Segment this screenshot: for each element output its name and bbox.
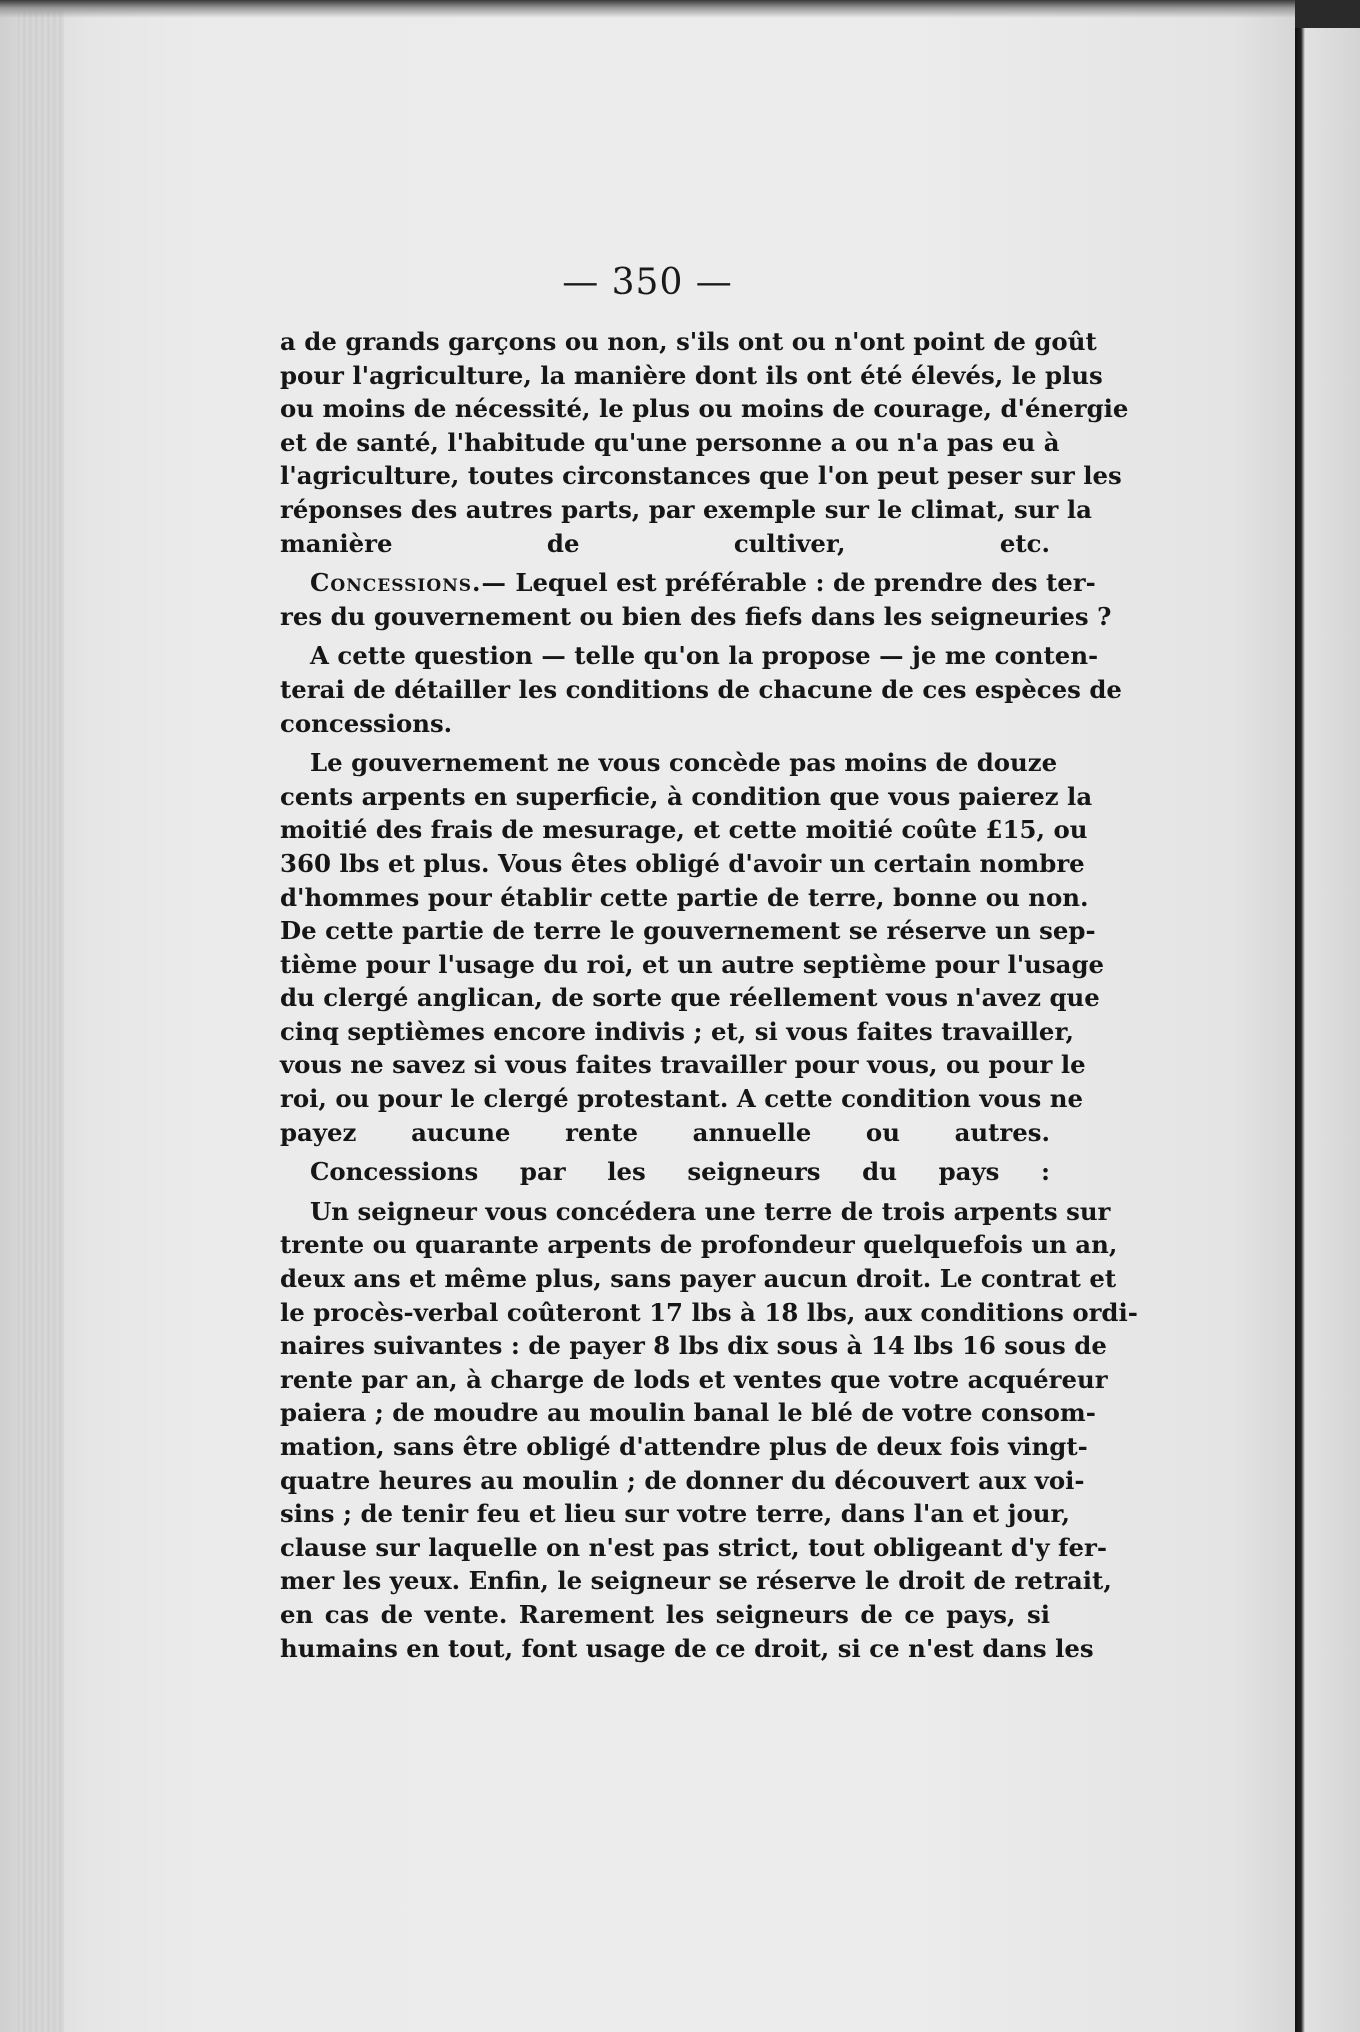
- text-line: cents arpents en superficie, à condition que vous paierez la: [280, 781, 1093, 811]
- text-line: deux ans et même plus, sans payer aucun droit. Le contrat et: [280, 1264, 1117, 1294]
- text-line: rente par an, à charge de lods et ventes que votre acquéreur: [280, 1364, 1108, 1394]
- text-line: et de santé, l'habitude qu'une personne a ou n'a pas eu à: [280, 427, 1060, 457]
- page-number: — 350 —: [562, 262, 733, 303]
- section-heading: Concessions.—: [310, 568, 507, 598]
- text-line: roi, ou pour le clergé protestant. A cette condition vous ne: [280, 1084, 1083, 1114]
- scan-top-shadow: [0, 0, 1295, 18]
- text-line: en cas de vente. Rarement les seigneurs de ce pays, si: [280, 1599, 1050, 1629]
- paragraph: [280, 1195, 1138, 1665]
- text-line: paiera ; de moudre au moulin banal le blé de votre consom-: [280, 1398, 1096, 1428]
- text-fragment: Lequel est préférable : de prendre des ter-: [515, 568, 1096, 598]
- text-line: manière de cultiver, etc.: [280, 528, 1050, 558]
- paragraph: [280, 1155, 1050, 1189]
- text-line: res du gouvernement ou bien des fiefs dans les seigneuries ?: [280, 601, 1112, 631]
- text-line: [280, 566, 1096, 600]
- text-line: réponses des autres parts, par exemple sur le climat, sur la: [280, 494, 1092, 524]
- text-line: a de grands garçons ou non, s'ils ont ou n'ont point de goût: [280, 327, 1097, 356]
- text-line: De cette partie de terre le gouvernement se réserve un sep-: [280, 916, 1096, 946]
- text-line: Concessions par les seigneurs du pays :: [310, 1157, 1050, 1187]
- text-line: du clergé anglican, de sorte que réellement vous n'avez que: [280, 983, 1100, 1013]
- text-line: 360 lbs et plus. Vous êtes obligé d'avoir un certain nombre: [280, 848, 1085, 878]
- text-line: clause sur laquelle on n'est pas strict, tout obligeant d'y fer-: [280, 1532, 1108, 1562]
- text-line: concessions.: [280, 708, 453, 738]
- text-line: trente ou quarante arpents de profondeur quelquefois un an,: [280, 1230, 1118, 1260]
- text-line: ou moins de nécessité, le plus ou moins de courage, d'énergie: [280, 394, 1129, 424]
- text-line: Le gouvernement ne vous concède pas moins de douze: [310, 748, 1058, 778]
- body-text: [280, 325, 1138, 1671]
- text-line: sins ; de tenir feu et lieu sur votre terre, dans l'an et jour,: [280, 1499, 1071, 1529]
- paragraph: [280, 639, 1122, 740]
- text-line: Un seigneur vous concédera une terre de trois arpents sur: [310, 1196, 1111, 1226]
- text-line: l'agriculture, toutes circonstances que l'on peut peser sur les: [280, 461, 1122, 491]
- book-spine-edge: [18, 0, 64, 2032]
- paragraph: [280, 325, 1129, 560]
- text-line: moitié des frais de mesurage, et cette moitié coûte £15, ou: [280, 815, 1088, 845]
- text-line: terai de détailler les conditions de chacune de ces espèces de: [280, 674, 1122, 704]
- paragraph: [280, 746, 1105, 1149]
- text-line: humains en tout, font usage de ce droit, si ce n'est dans les: [280, 1633, 1094, 1663]
- text-line: mation, sans être obligé d'attendre plus de deux fois vingt-: [280, 1432, 1088, 1461]
- text-line: tième pour l'usage du roi, et un autre septième pour l'usage: [280, 949, 1105, 979]
- text-line: vous ne savez si vous faites travailler pour vous, ou pour le: [280, 1050, 1086, 1080]
- text-line: A cette question — telle qu'on la propose — je me conten-: [310, 641, 1099, 671]
- text-line: d'hommes pour établir cette partie de terre, bonne ou non.: [280, 882, 1089, 912]
- text-line: le procès-verbal coûteront 17 lbs à 18 lbs, aux conditions ordi-: [280, 1297, 1138, 1327]
- text-line: cinq septièmes encore indivis ; et, si vous faites travailler,: [280, 1016, 1075, 1046]
- text-line: quatre heures au moulin ; de donner du découvert aux voi-: [280, 1465, 1085, 1495]
- paragraph-concessions: [280, 566, 1112, 633]
- text-line: naires suivantes : de payer 8 lbs dix sous à 14 lbs 16 sous de: [280, 1331, 1107, 1361]
- text-line: pour l'agriculture, la manière dont ils ont été élevés, le plus: [280, 360, 1103, 390]
- text-line: mer les yeux. Enfin, le seigneur se réserve le droit de retrait,: [280, 1566, 1112, 1596]
- facing-page-edge: [1295, 28, 1360, 2032]
- text-line: payez aucune rente annuelle ou autres.: [280, 1117, 1050, 1147]
